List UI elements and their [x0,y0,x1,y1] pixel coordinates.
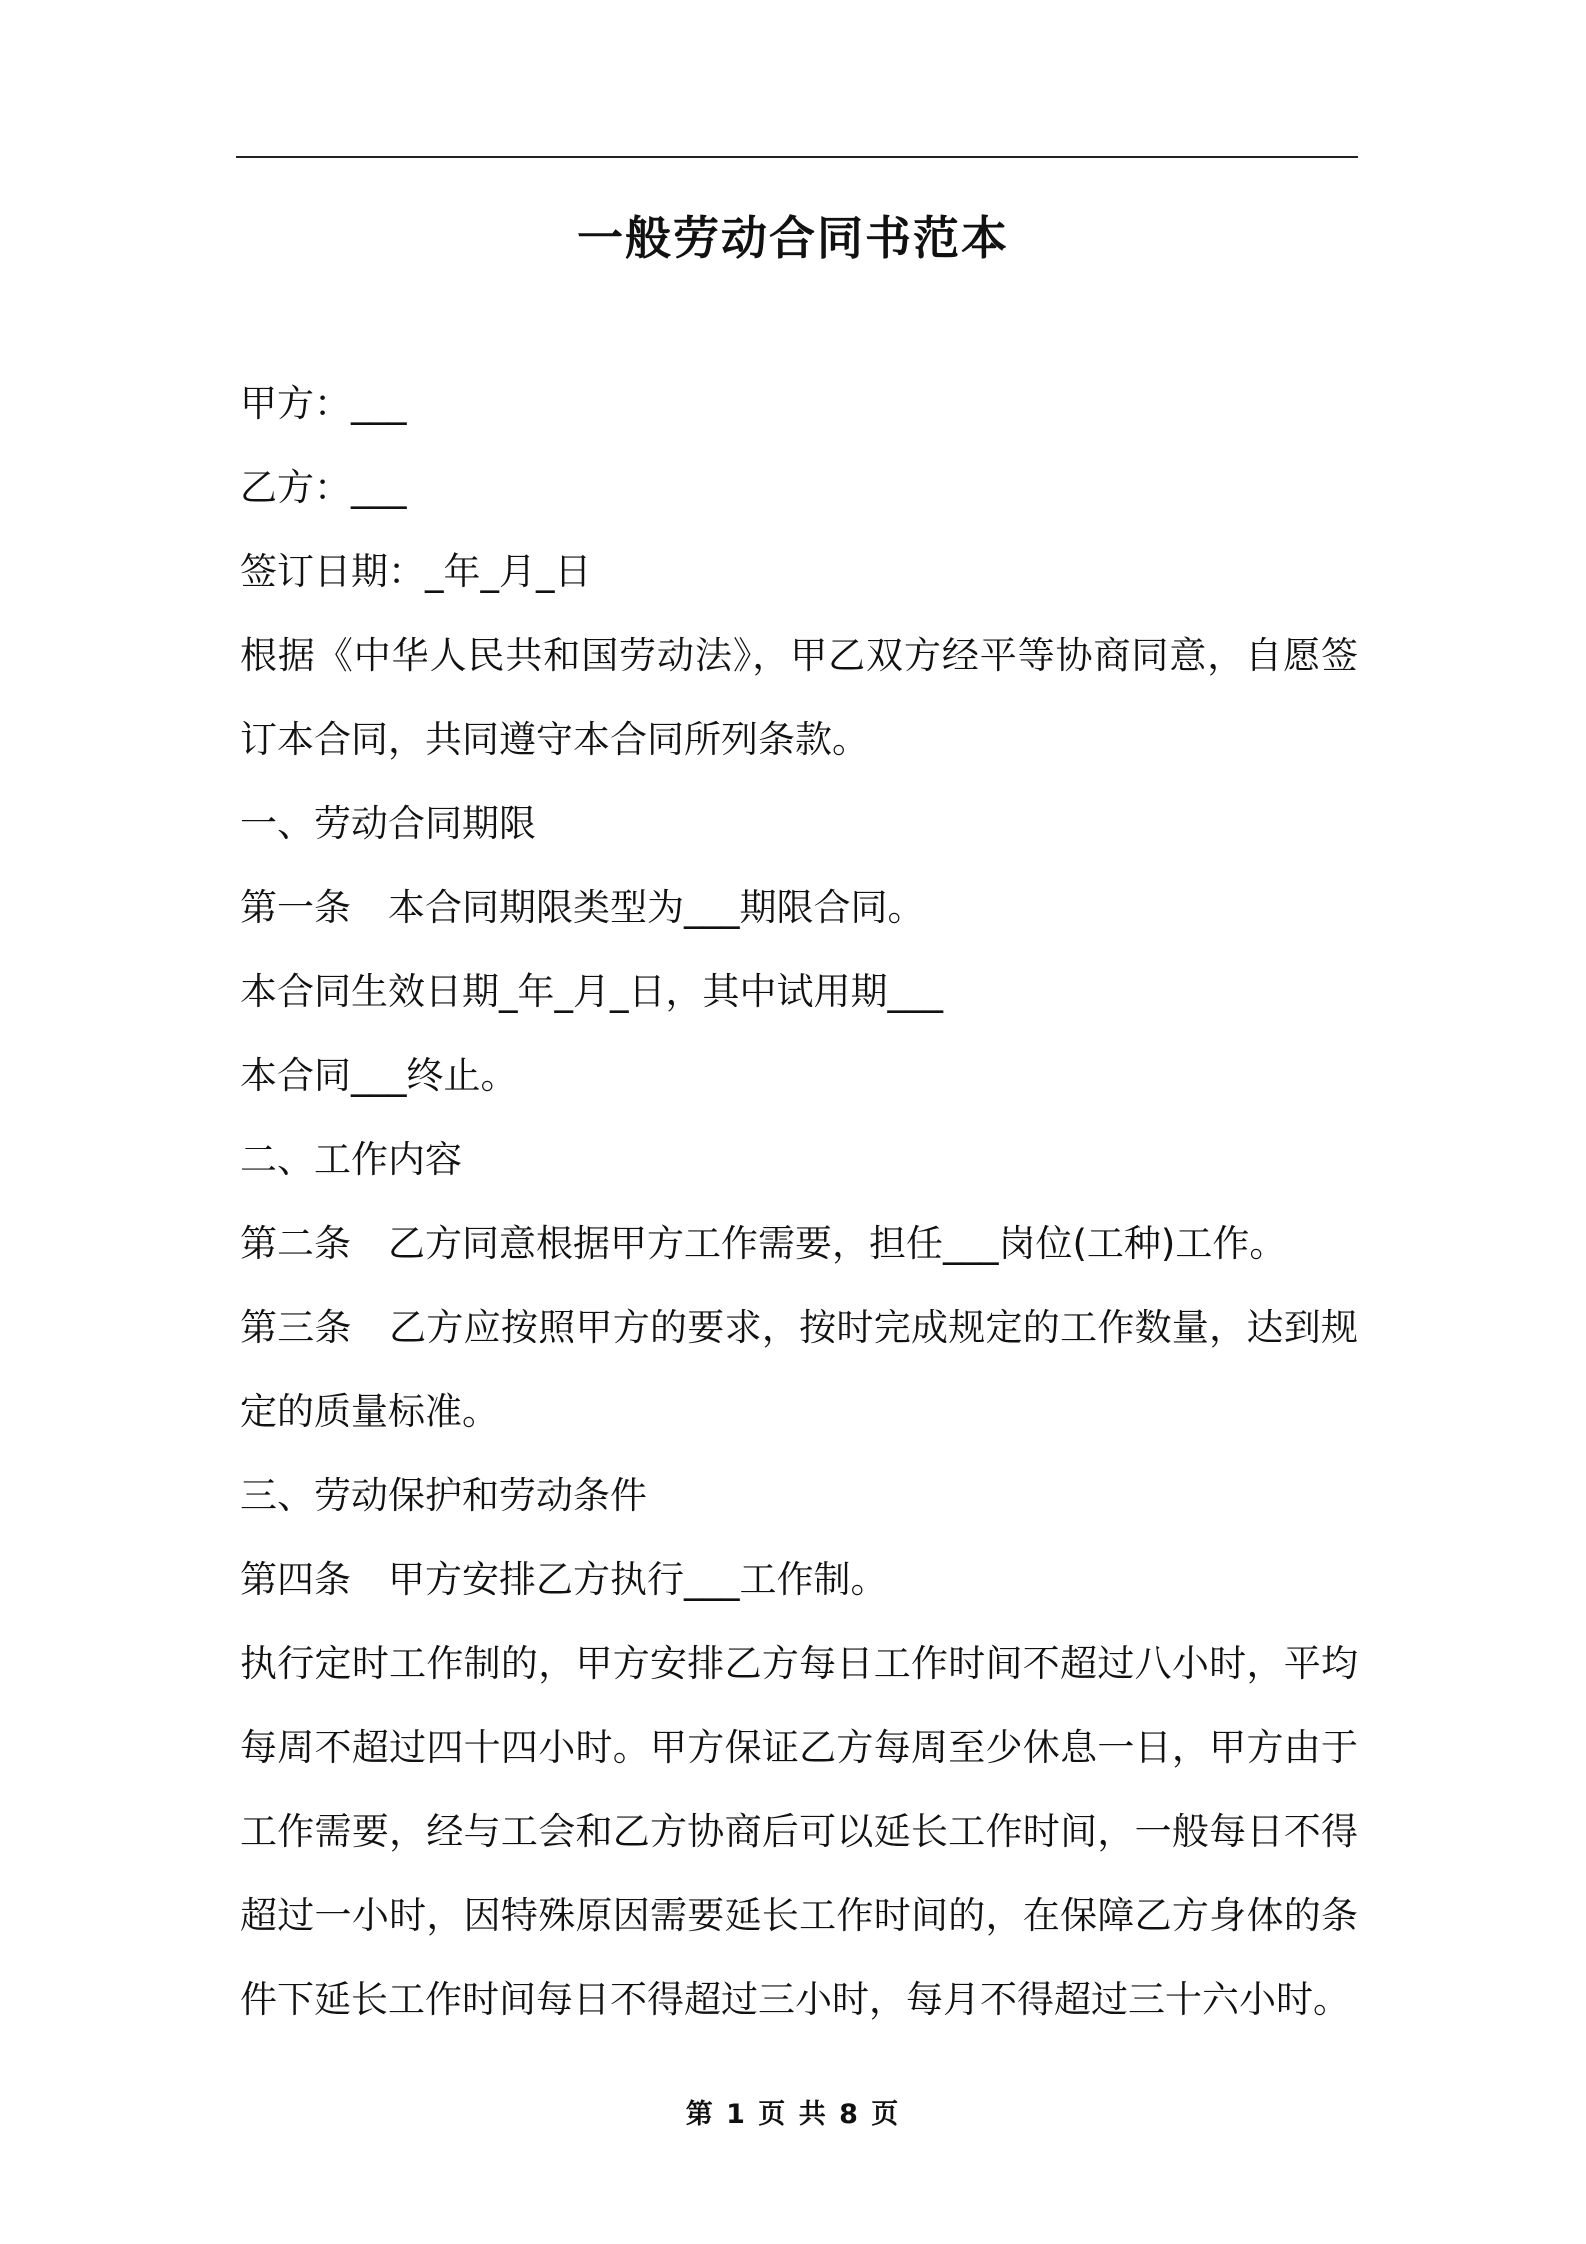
article-2: 第二条 乙方同意根据甲方工作需要，担任___岗位(工种)工作。 [240,1222,1287,1265]
signing-date-line: 签订日期：_年_月_日 [240,550,592,593]
section-heading-contract-term: 一、劳动合同期限 [240,802,536,845]
page-number-footer: 第 1 页 共 8 页 [685,2099,901,2130]
effective-date-line: 本合同生效日期_年_月_日，其中试用期___ [240,970,943,1013]
party-a-line: 甲方：___ [240,382,407,425]
document-title: 一般劳动合同书范本 [577,211,1009,265]
preamble-paragraph: 根据《中华人民共和国劳动法》，甲乙双方经平等协商同意，自愿签订本合同，共同遵守本合同所列条款。 [240,634,1358,761]
header-rule [236,156,1358,158]
document-body [240,362,1358,2042]
article-4: 第四条 甲方安排乙方执行___工作制。 [240,1558,888,1601]
section-heading-labor-protection: 三、劳动保护和劳动条件 [240,1474,647,1517]
section-heading-work-content: 二、工作内容 [240,1138,462,1181]
article-3: 第三条 乙方应按照甲方的要求，按时完成规定的工作数量，达到规定的质量标准。 [240,1306,1358,1433]
article-1: 第一条 本合同期限类型为___期限合同。 [240,886,925,929]
working-hours-paragraph: 执行定时工作制的，甲方安排乙方每日工作时间不超过八小时，平均每周不超过四十四小时。甲方保证乙方每周至少休息一日，甲方由于工作需要，经与工会和乙方协商后可以延长工作时间，一般每日不得超过一小时，因特殊原因需要延长工作时间的，在保障乙方身体的条件下延长工作时间每日不得超过三小时，每月不得超过三十六小时。 [240,1642,1358,2021]
termination-line: 本合同___终止。 [240,1054,518,1097]
party-b-line: 乙方：___ [240,466,407,509]
